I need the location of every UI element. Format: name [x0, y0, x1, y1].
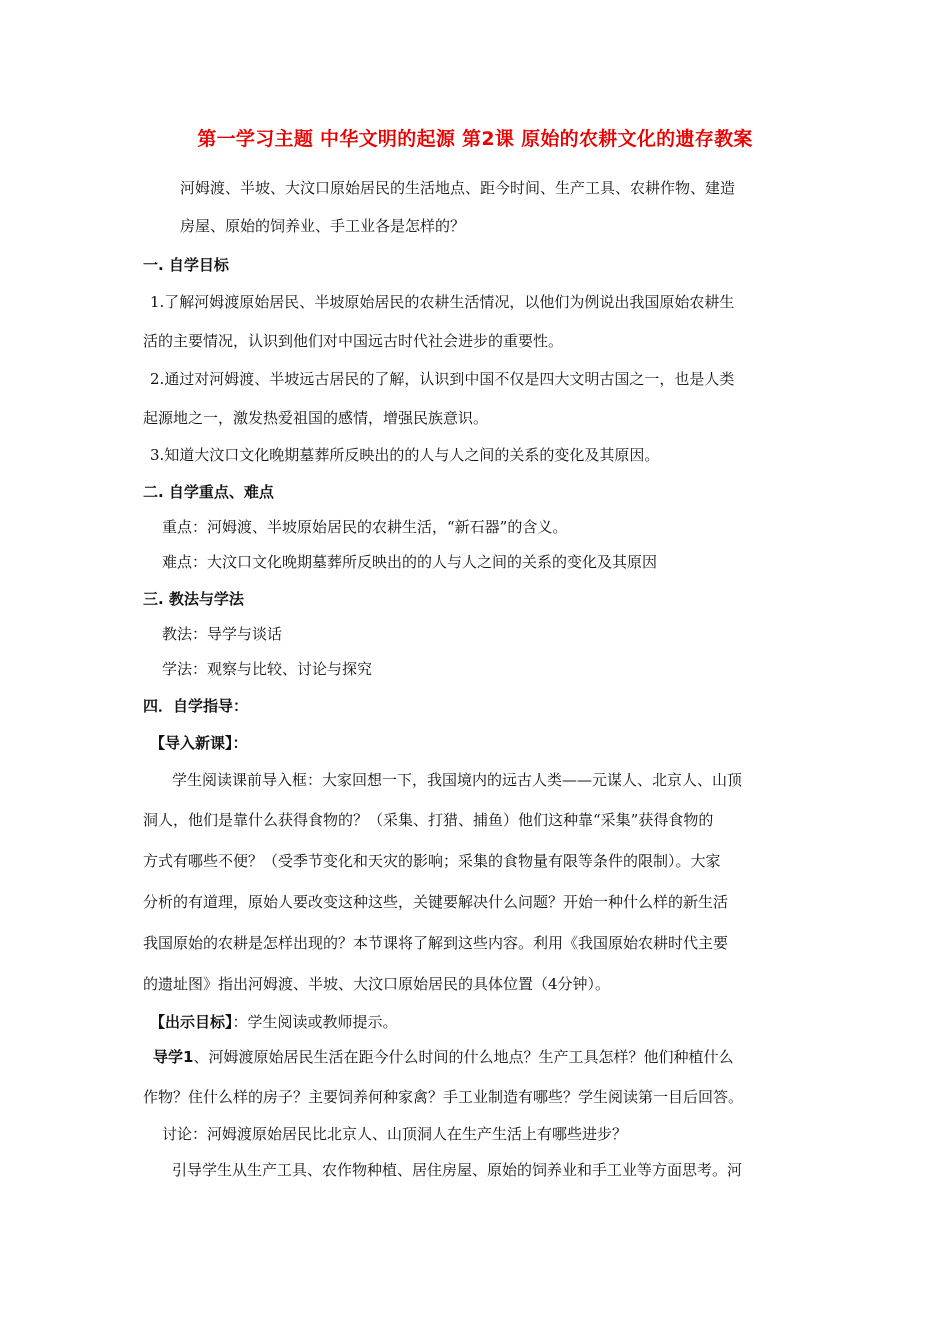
show-goals-line — [150, 1012, 820, 1032]
show-goals-text: ：学生阅读或教师提示。 — [232, 1013, 398, 1031]
teaching-method-line: 教法：导学与谈话 — [162, 625, 283, 643]
intro-para-line-5: 我国原始的农耕是怎样出现的？本节课将了解到这些内容。利用《我国原始农耕时代主要 — [143, 934, 729, 952]
guide1-label: 导学1 — [153, 1048, 194, 1066]
section-heading-goals: 一. 自学目标 — [143, 256, 229, 274]
goal-line-5: 3.知道大汶口文化晚期墓葬所反映出的的人与人之间的关系的变化及其原因。 — [150, 446, 660, 464]
learning-method-line: 学法：观察与比较、讨论与探究 — [162, 660, 373, 678]
subheading-intro-lesson: 【导入新课】： — [150, 734, 248, 752]
guide1-line-2: 作物？住什么样的房子？主要饲养何种家禽？手工业制造有哪些？学生阅读第一目后回答。 — [143, 1088, 744, 1106]
difficulty-line: 难点：大汶口文化晚期墓葬所反映出的的人与人之间的关系的变化及其原因 — [162, 553, 658, 571]
section-heading-guide: 四．自学指导： — [143, 697, 249, 715]
intro-line-2: 房屋、原始的饲养业、手工业各是怎样的？ — [180, 217, 466, 235]
intro-para-line-6: 的遗址图》指出河姆渡、半坡、大汶口原始居民的具体位置（4分钟）。 — [143, 975, 611, 993]
goal-line-1: 1.了解河姆渡原始居民、半坡原始居民的农耕生活情况，以他们为例说出我国原始农耕生 — [150, 293, 735, 311]
discussion-line: 讨论：河姆渡原始居民比北京人、山顶洞人在生产生活上有哪些进步？ — [162, 1125, 628, 1143]
intro-para-line-2: 洞人，他们是靠什么获得食物的？（采集、打猎、捕鱼）他们这种靠“采集”获得食物的 — [143, 811, 714, 829]
section-heading-keypoints: 二. 自学重点、难点 — [143, 483, 274, 501]
intro-para-line-3: 方式有哪些不便？（受季节变化和天灾的影响；采集的食物量有限等条件的限制）。大家 — [143, 852, 721, 870]
intro-para-line-1: 学生阅读课前导入框：大家回想一下，我国境内的远古人类——元谋人、北京人、山顶 — [172, 771, 743, 789]
goal-line-3: 2.通过对河姆渡、半坡远古居民的了解，认识到中国不仅是四大文明古国之一，也是人类 — [150, 370, 735, 388]
goal-line-2: 活的主要情况，认识到他们对中国远古时代社会进步的重要性。 — [143, 332, 564, 350]
subheading-show-goals: 【出示目标】 — [150, 1013, 233, 1031]
guide1-line-1 — [153, 1047, 823, 1067]
guidance-line: 引导学生从生产工具、农作物种植、居住房屋、原始的饲养业和手工业等方面思考。河 — [172, 1161, 743, 1179]
section-heading-methods: 三. 教法与学法 — [143, 590, 244, 608]
keypoint-line: 重点：河姆渡、半坡原始居民的农耕生活，“新石器”的含义。 — [162, 518, 568, 536]
goal-line-4: 起源地之一，激发热爱祖国的感情，增强民族意识。 — [143, 409, 489, 427]
document-title: 第一学习主题 中华文明的起源 第2课 原始的农耕文化的遗存教案 — [197, 128, 753, 150]
intro-para-line-4: 分析的有道理，原始人要改变这种这些，关键要解决什么问题？开始一种什么样的新生活 — [143, 893, 729, 911]
guide1-text: 、河姆渡原始居民生活在距今什么时间的什么地点？生产工具怎样？他们种植什么 — [193, 1048, 734, 1066]
intro-line-1: 河姆渡、半坡、大汶口原始居民的生活地点、距今时间、生产工具、农耕作物、建造 — [180, 179, 736, 197]
